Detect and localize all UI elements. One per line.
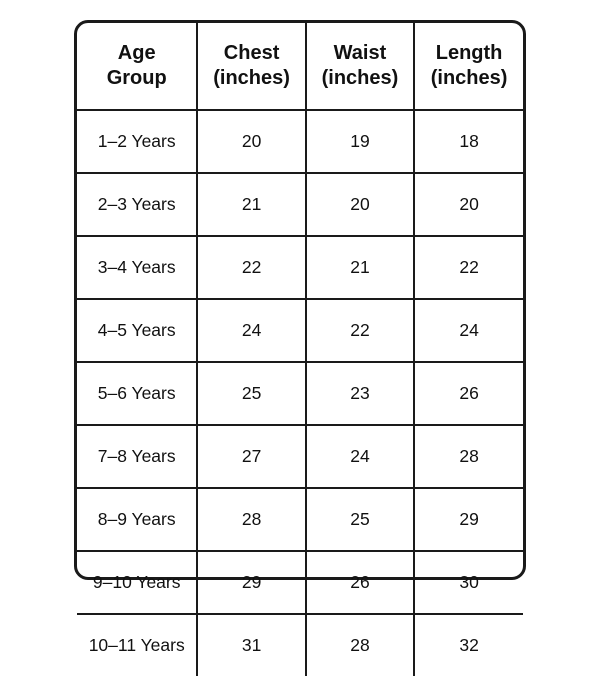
cell-length: 18 xyxy=(414,110,523,173)
header-line-1: Waist xyxy=(333,42,387,64)
cell-chest: 24 xyxy=(197,299,305,362)
cell-waist: 26 xyxy=(306,551,414,614)
cell-chest: 25 xyxy=(197,362,305,425)
cell-age: 9–10 Years xyxy=(77,551,197,614)
cell-length: 28 xyxy=(414,425,523,488)
cell-age: 5–6 Years xyxy=(77,362,197,425)
size-chart-table xyxy=(77,23,523,676)
size-chart-card xyxy=(74,20,526,655)
column-header-age-group xyxy=(77,23,197,110)
cell-length: 30 xyxy=(414,551,523,614)
header-line-1: Chest xyxy=(223,42,280,64)
cell-age: 2–3 Years xyxy=(77,173,197,236)
cell-chest: 20 xyxy=(197,110,305,173)
table-row xyxy=(77,362,523,425)
table-row xyxy=(77,614,523,676)
header-line-1: Length xyxy=(435,42,503,64)
cell-chest: 31 xyxy=(197,614,305,676)
table-row xyxy=(77,299,523,362)
table-row xyxy=(77,551,523,614)
cell-waist: 28 xyxy=(306,614,414,676)
cell-length: 29 xyxy=(414,488,523,551)
table-row xyxy=(77,488,523,551)
cell-age: 3–4 Years xyxy=(77,236,197,299)
cell-length: 20 xyxy=(414,173,523,236)
cell-waist: 21 xyxy=(306,236,414,299)
table-header xyxy=(77,23,523,110)
header-line-2: (inches) xyxy=(213,67,290,89)
cell-waist: 23 xyxy=(306,362,414,425)
cell-chest: 22 xyxy=(197,236,305,299)
cell-age: 8–9 Years xyxy=(77,488,197,551)
cell-age: 4–5 Years xyxy=(77,299,197,362)
column-header-length xyxy=(414,23,523,110)
header-line-2: (inches) xyxy=(321,67,399,89)
cell-length: 24 xyxy=(414,299,523,362)
table-body xyxy=(77,110,523,676)
cell-length: 26 xyxy=(414,362,523,425)
header-line-2: (inches) xyxy=(430,67,508,89)
cell-waist: 25 xyxy=(306,488,414,551)
cell-waist: 22 xyxy=(306,299,414,362)
cell-age: 1–2 Years xyxy=(77,110,197,173)
cell-chest: 27 xyxy=(197,425,305,488)
cell-chest: 21 xyxy=(197,173,305,236)
table-row xyxy=(77,425,523,488)
cell-waist: 20 xyxy=(306,173,414,236)
header-line-1: Age xyxy=(117,42,156,64)
column-header-chest xyxy=(197,23,305,110)
cell-age: 10–11 Years xyxy=(77,614,197,676)
column-header-waist xyxy=(306,23,414,110)
cell-age: 7–8 Years xyxy=(77,425,197,488)
table-row xyxy=(77,173,523,236)
cell-chest: 28 xyxy=(197,488,305,551)
header-line-2: Group xyxy=(106,67,167,89)
header-row xyxy=(77,23,523,110)
table-row xyxy=(77,236,523,299)
table-row xyxy=(77,110,523,173)
cell-chest: 29 xyxy=(197,551,305,614)
cell-length: 32 xyxy=(414,614,523,676)
cell-length: 22 xyxy=(414,236,523,299)
cell-waist: 19 xyxy=(306,110,414,173)
cell-waist: 24 xyxy=(306,425,414,488)
